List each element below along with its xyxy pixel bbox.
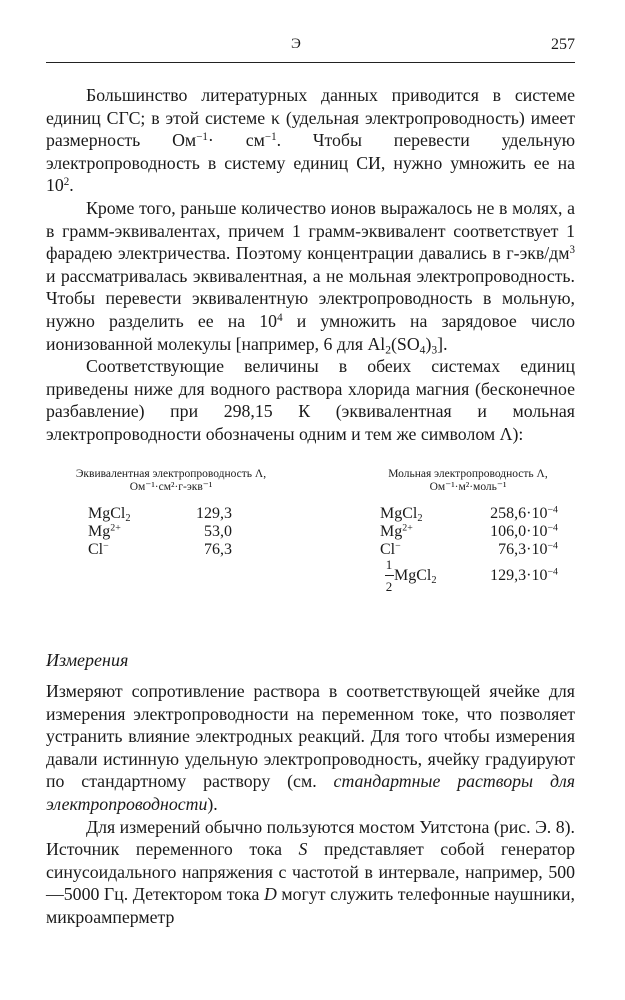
left-row-0-value: 129,3 (196, 505, 232, 522)
right-column-title: Мольная электропроводность Λ, (388, 468, 548, 480)
right-row-3-value: $129,3\cdot 10^{-4}$ (490, 566, 558, 584)
page-number: 257 (551, 36, 575, 53)
page-header (46, 34, 575, 58)
table-right-header (358, 468, 578, 494)
left-row-0-species: MgCl$_2$ (88, 505, 131, 525)
right-row-1-species: $Mg^{2+}$ (380, 522, 413, 540)
running-head-letter: Э (291, 36, 301, 52)
right-row-2-value: $76,3\cdot 10^{-4}$ (498, 540, 558, 558)
right-row-1-value: $106,0\cdot 10^{-4}$ (490, 522, 558, 540)
left-row-1-species: $Mg^{2+}$ (88, 522, 121, 540)
left-column-units: Ом⁻¹·см²·г-экв⁻¹ (129, 481, 213, 493)
paragraph-wheatstone: Для измерений обычно пользуются мостом Уитстона (рис. Э. 8). Источник переменного тока S представляет собой генератор синусоидального напряжения с частотой в интервале, например, 500—5000 Гц. Детектором тока D могут служить телефонные наушники, микроамперметр (46, 816, 575, 927)
fraction-numerator: 1 (385, 557, 393, 572)
table-left-header (46, 468, 296, 494)
right-row-3-species: MgCl$_2$ (394, 567, 437, 587)
paragraph-values-intro: Соответствующие величины в обеих системах единиц приведены ниже для водного раствора хлорида магния (бесконечное разбавление) при 298,15 К (эквивалентная и мольная электропроводности обозначены одним и тем же символом Λ): (46, 356, 575, 444)
body-text-upper (46, 84, 575, 446)
right-row-0-species: MgCl$_2$ (380, 505, 423, 525)
fraction-denominator: 2 (385, 579, 393, 594)
header-rule (46, 62, 575, 63)
right-row-0-value: $258,6\cdot 10^{-4}$ (490, 504, 558, 522)
left-row-2-species: Cl− (88, 540, 109, 558)
section-heading: Измерения (46, 650, 129, 670)
cross-reference: стандартные растворы для электропроводности (46, 771, 575, 814)
body-text-lower (46, 680, 575, 929)
left-row-2-value: 76,3 (204, 541, 232, 558)
fraction-bar (385, 575, 394, 576)
paragraph-units-cgs: Большинство литературных данных приводится в системе единиц СГС; в этой системе κ (удельная электропроводность) имеет размерность $Ом^{-1}\cdot см^{-1}$. Чтобы перевести удельную электропроводность в систему единиц СИ, нужно умножить ее на $10^2$. (46, 85, 576, 196)
right-column-units: Ом⁻¹·м²·моль⁻¹ (429, 481, 507, 493)
paragraph-measurement: Измеряют сопротивление раствора в соответствующей ячейке для измерения электропроводности на переменном токе, что позволяет устранить влияние электродных реакций. Для того чтобы измерения давали истинную удельную электропроводность, ячейку градуируют по стандартному раствору (см. стандартные растворы для электропроводности). (46, 681, 575, 814)
left-column-title: Эквивалентная электропроводность Λ, (75, 468, 267, 480)
right-row-2-species: Cl− (380, 540, 401, 558)
paragraph-equivalents: Кроме того, раньше количество ионов выражалось не в молях, а в грамм-эквивалентах, причем 1 грамм-эквивалент соответствует 1 фарадею электричества. Поэтому концентрации давались в $г-экв/дм^3$ и рассматривалась эквивалентная, а не мольная электропроводность. Чтобы перевести эквивалентную электропроводность в мольную, нужно разделить ее на $10^4$ и умножить на зарядовое число ионизованной молекулы [например, 6 для $Al_2(SO_4)_3$]. (46, 197, 576, 356)
left-row-1-value: 53,0 (204, 523, 232, 540)
